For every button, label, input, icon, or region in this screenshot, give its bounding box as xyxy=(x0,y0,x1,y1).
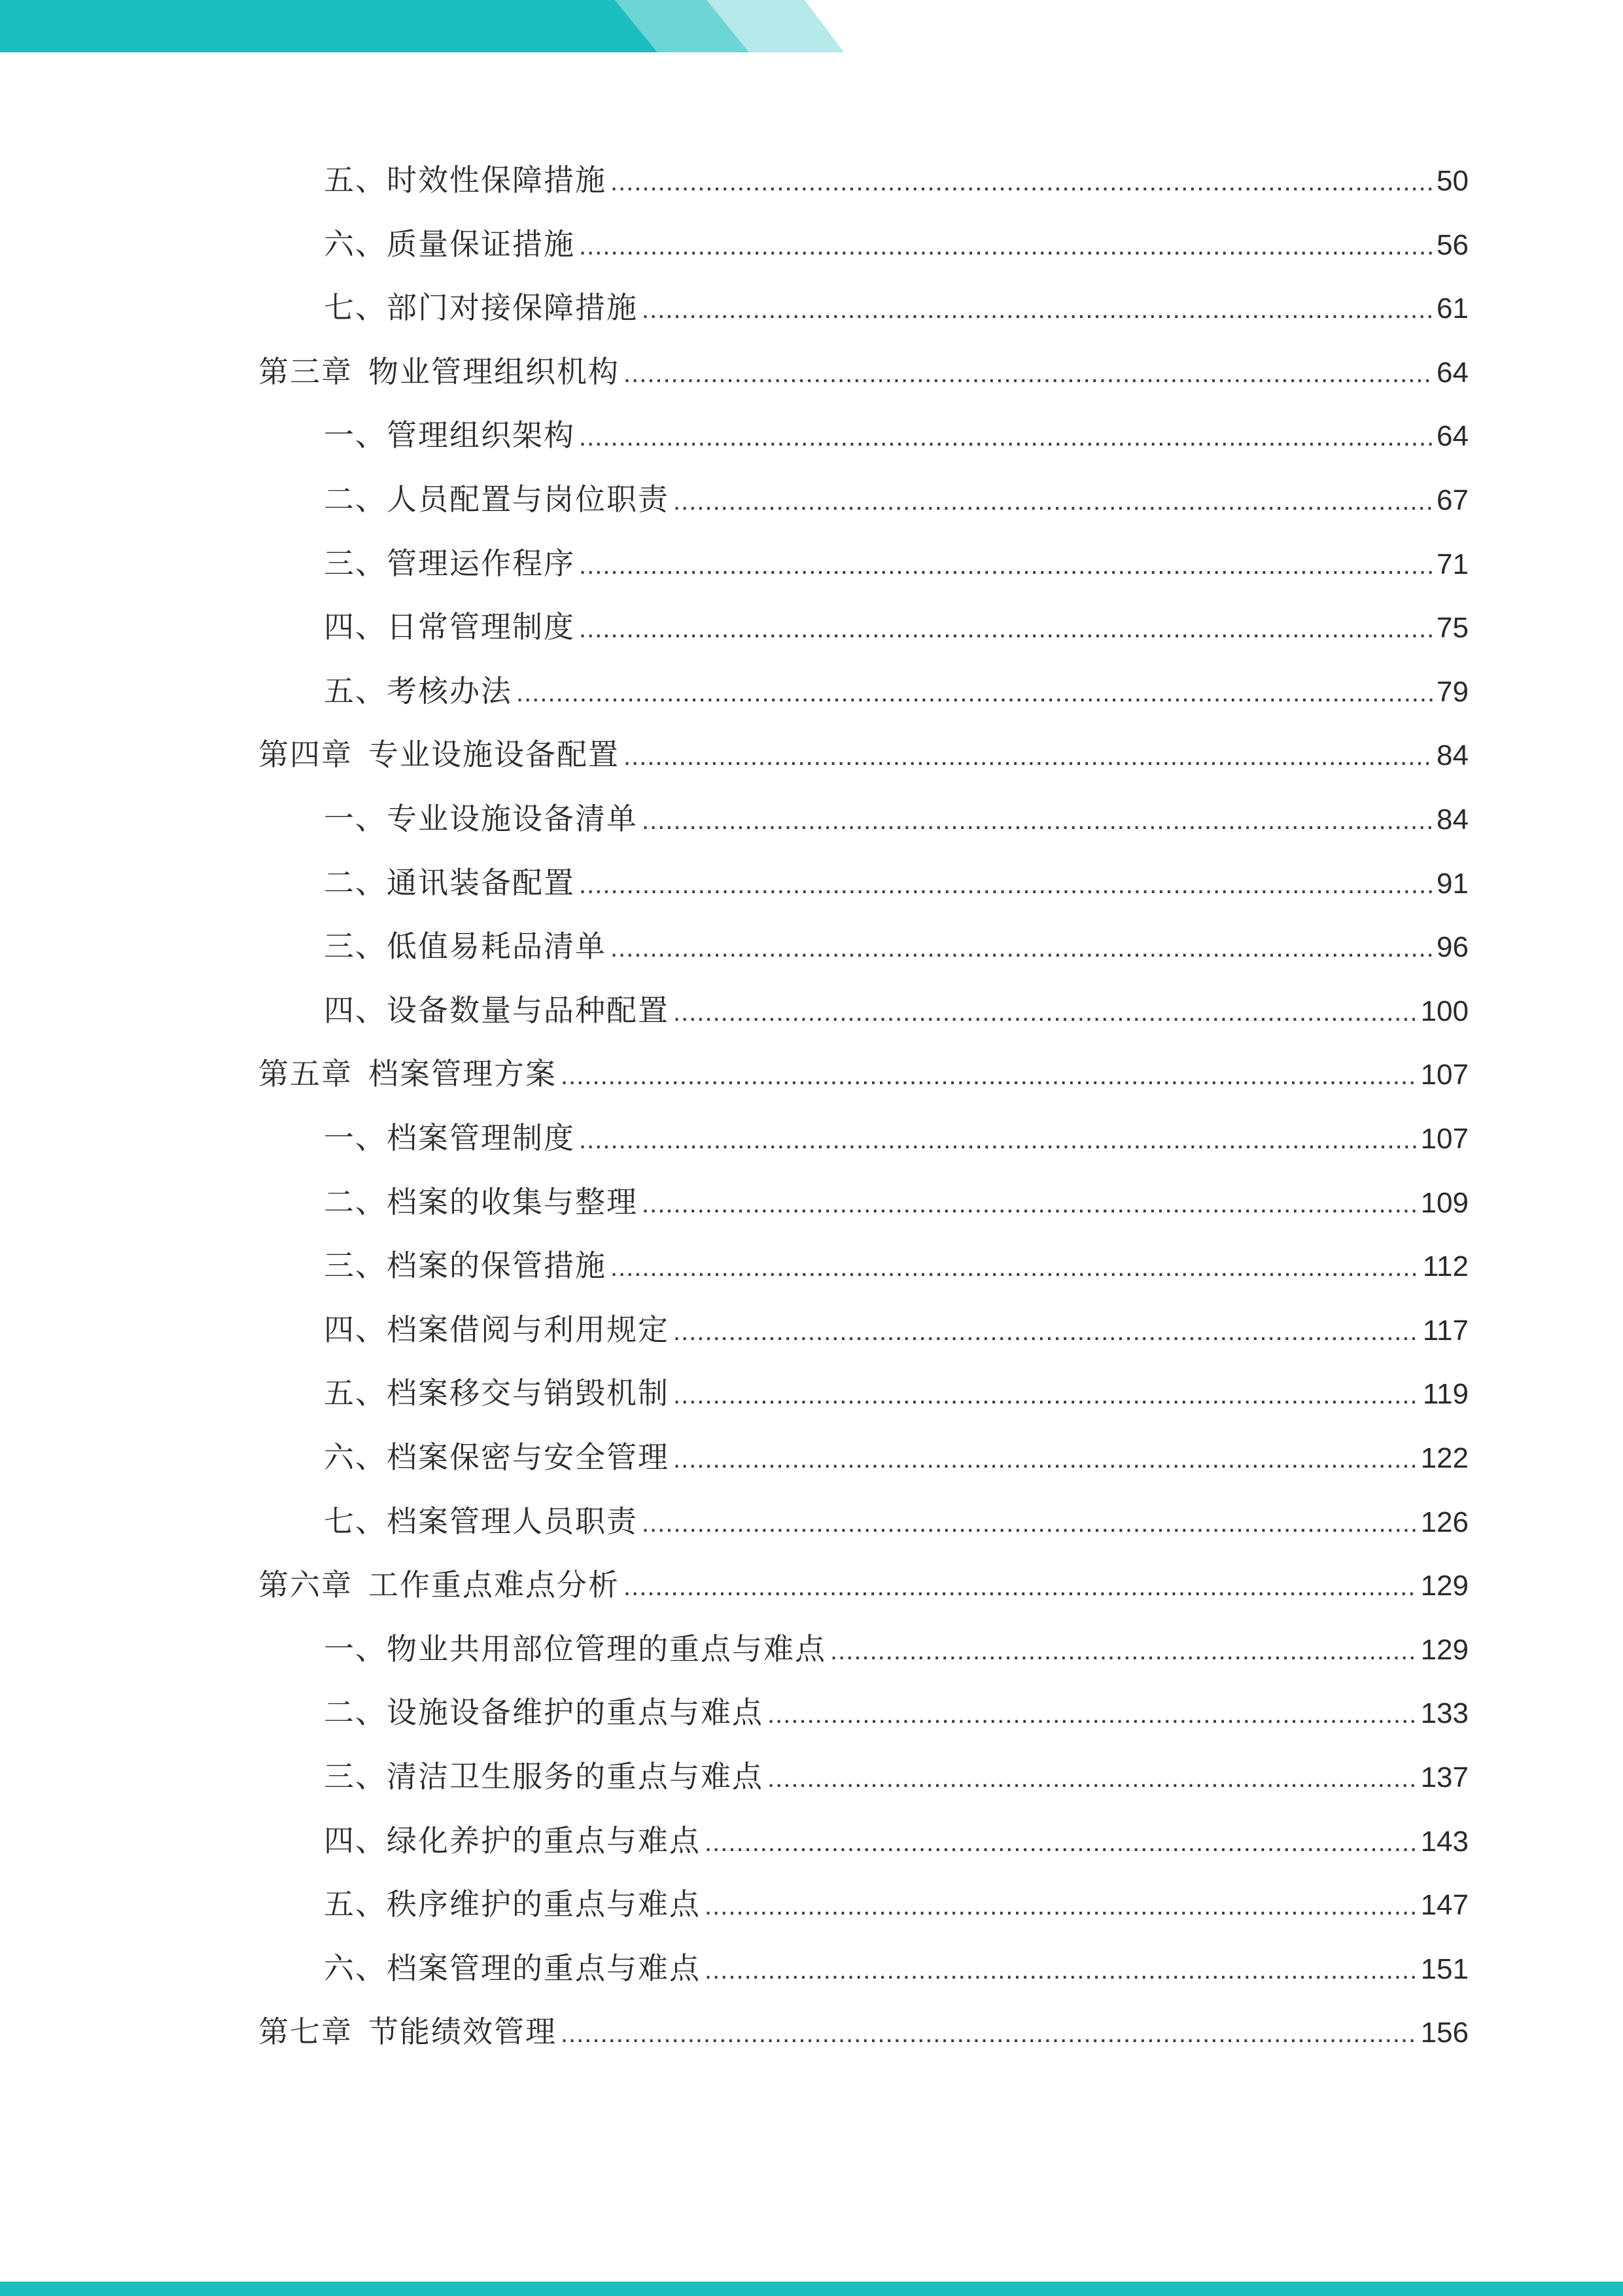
toc-page-number: 64 xyxy=(1437,420,1469,452)
toc-chapter-entry[interactable] xyxy=(258,732,1469,777)
toc-entry-title xyxy=(324,668,512,714)
toc-entry-text: 四、日常管理制度 xyxy=(324,609,575,645)
toc-page-number: 151 xyxy=(1420,1953,1469,1985)
toc-entry-text: 二、档案的收集与整理 xyxy=(324,1184,638,1220)
toc-page-number: 100 xyxy=(1420,995,1469,1027)
toc-entry-title xyxy=(324,987,669,1033)
toc-dot-leader xyxy=(673,989,1418,1035)
toc-section-entry[interactable] xyxy=(324,1243,1469,1288)
header-decoration-banner xyxy=(0,0,850,52)
toc-dot-leader xyxy=(610,1245,1420,1290)
toc-entry-text: 二、设施设备维护的重点与难点 xyxy=(324,1695,763,1730)
toc-chapter-entry[interactable] xyxy=(258,349,1469,395)
toc-entry-text: 节能绩效管理 xyxy=(368,2014,557,2049)
toc-dot-leader xyxy=(579,414,1434,460)
toc-section-entry[interactable] xyxy=(324,923,1469,969)
toc-section-entry[interactable] xyxy=(324,860,1469,906)
toc-entry-text: 七、部门对接保障措施 xyxy=(324,290,638,325)
toc-section-entry[interactable] xyxy=(324,1689,1469,1735)
toc-dot-leader xyxy=(767,1691,1418,1737)
toc-page-number: 91 xyxy=(1437,868,1469,900)
toc-dot-leader xyxy=(642,287,1434,332)
toc-dot-leader xyxy=(642,798,1434,843)
toc-entry-text: 一、物业共用部位管理的重点与难点 xyxy=(324,1631,826,1667)
toc-entry-text: 一、管理组织架构 xyxy=(324,417,575,453)
toc-chapter-entry[interactable] xyxy=(258,1562,1469,1608)
footer-decoration-bar xyxy=(0,2282,1623,2296)
toc-section-entry[interactable] xyxy=(324,1498,1469,1544)
toc-entry-title xyxy=(324,1754,763,1799)
toc-entry-text: 三、档案的保管措施 xyxy=(324,1248,606,1283)
toc-chapter-number: 第四章 xyxy=(258,737,353,772)
toc-page-number: 67 xyxy=(1437,484,1469,516)
toc-entry-title xyxy=(324,1626,826,1672)
toc-section-entry[interactable] xyxy=(324,1434,1469,1480)
toc-page-number: 84 xyxy=(1437,739,1469,771)
toc-dot-leader xyxy=(705,1820,1418,1865)
toc-entry-title xyxy=(324,1818,701,1863)
toc-dot-leader xyxy=(579,223,1434,269)
toc-page-number: 61 xyxy=(1437,292,1469,325)
toc-entry-text: 四、档案借阅与利用规定 xyxy=(324,1312,669,1347)
toc-page-number: 129 xyxy=(1420,1634,1469,1666)
toc-entry-title xyxy=(258,349,620,395)
toc-section-entry[interactable] xyxy=(324,285,1469,330)
toc-section-entry[interactable] xyxy=(324,987,1469,1033)
toc-entry-title xyxy=(324,1370,669,1416)
toc-section-entry[interactable] xyxy=(324,604,1469,650)
toc-page-number: 107 xyxy=(1420,1123,1469,1155)
toc-dot-leader xyxy=(516,670,1434,716)
toc-section-entry[interactable] xyxy=(324,476,1469,522)
toc-page-number: 64 xyxy=(1437,357,1469,389)
toc-dot-leader xyxy=(579,606,1434,652)
toc-entry-title xyxy=(324,1243,606,1288)
toc-page-number: 133 xyxy=(1420,1697,1469,1729)
toc-page-number: 71 xyxy=(1437,548,1469,580)
toc-entry-title xyxy=(324,1115,575,1161)
toc-entry-title xyxy=(324,285,638,330)
toc-entry-text: 五、时效性保障措施 xyxy=(324,162,606,198)
toc-section-entry[interactable] xyxy=(324,412,1469,458)
toc-entry-title xyxy=(324,1434,669,1480)
toc-entry-title xyxy=(324,796,638,841)
toc-entry-title xyxy=(324,412,575,458)
toc-page-number: 75 xyxy=(1437,612,1469,644)
toc-page-number: 126 xyxy=(1420,1506,1469,1538)
toc-chapter-entry[interactable] xyxy=(258,1051,1469,1097)
toc-entry-title xyxy=(324,1307,669,1352)
toc-entry-title xyxy=(324,1498,638,1544)
toc-entry-title xyxy=(324,1689,763,1735)
toc-entry-title xyxy=(324,1881,701,1927)
toc-entry-title xyxy=(324,1945,701,1991)
toc-dot-leader xyxy=(579,862,1434,908)
toc-entry-text: 五、秩序维护的重点与难点 xyxy=(324,1886,701,1922)
toc-entry-text: 三、低值易耗品清单 xyxy=(324,928,606,964)
toc-chapter-number: 第六章 xyxy=(258,1567,353,1602)
toc-section-entry[interactable] xyxy=(324,1115,1469,1161)
toc-entry-title xyxy=(324,221,575,267)
toc-dot-leader xyxy=(642,1181,1418,1227)
toc-section-entry[interactable] xyxy=(324,668,1469,714)
toc-entry-text: 六、档案保密与安全管理 xyxy=(324,1439,669,1475)
toc-page-number: 137 xyxy=(1420,1761,1469,1793)
toc-dot-leader xyxy=(642,1500,1418,1546)
toc-section-entry[interactable] xyxy=(324,540,1469,586)
toc-page-number: 143 xyxy=(1420,1826,1469,1858)
toc-dot-leader xyxy=(623,351,1434,397)
toc-page-number: 119 xyxy=(1422,1378,1469,1410)
toc-dot-leader xyxy=(673,1309,1420,1354)
toc-dot-leader xyxy=(579,542,1434,588)
toc-section-entry[interactable] xyxy=(324,1307,1469,1352)
toc-entry-title xyxy=(258,732,620,777)
toc-entry-text: 五、档案移交与销毁机制 xyxy=(324,1375,669,1411)
toc-dot-leader xyxy=(673,1436,1418,1482)
toc-page-number: 117 xyxy=(1422,1315,1469,1347)
toc-entry-text: 专业设施设备配置 xyxy=(368,737,620,772)
toc-entry-text: 三、清洁卫生服务的重点与难点 xyxy=(324,1759,763,1794)
toc-entry-title xyxy=(324,476,669,522)
toc-dot-leader xyxy=(623,1564,1418,1610)
toc-chapter-entry[interactable] xyxy=(258,2009,1469,2055)
toc-entry-text: 一、专业设施设备清单 xyxy=(324,801,638,836)
toc-dot-leader xyxy=(767,1756,1418,1801)
toc-section-entry[interactable] xyxy=(324,1754,1469,1799)
toc-dot-leader xyxy=(673,478,1434,524)
toc-page-number: 56 xyxy=(1437,229,1469,261)
toc-page-number: 84 xyxy=(1437,804,1469,836)
toc-section-entry[interactable] xyxy=(324,796,1469,841)
toc-page-number: 147 xyxy=(1420,1889,1469,1921)
toc-section-entry[interactable] xyxy=(324,1818,1469,1863)
toc-page-number: 96 xyxy=(1437,931,1469,963)
toc-entry-text: 四、绿化养护的重点与难点 xyxy=(324,1823,701,1858)
toc-chapter-number: 第五章 xyxy=(258,1056,353,1091)
toc-page-number: 109 xyxy=(1420,1187,1469,1219)
toc-dot-leader xyxy=(610,159,1434,205)
toc-entry-text: 六、档案管理的重点与难点 xyxy=(324,1951,701,1986)
toc-dot-leader xyxy=(623,733,1434,779)
toc-entry-title xyxy=(258,1562,620,1608)
toc-page-number: 79 xyxy=(1437,676,1469,708)
toc-entry-title xyxy=(258,2009,557,2055)
toc-entry-title xyxy=(324,1179,638,1225)
toc-page-number: 107 xyxy=(1420,1059,1469,1091)
toc-page-number: 50 xyxy=(1437,165,1469,197)
toc-entry-title xyxy=(324,923,606,969)
toc-section-entry[interactable] xyxy=(324,1945,1469,1991)
toc-entry-title xyxy=(324,157,606,203)
toc-entry-text: 三、管理运作程序 xyxy=(324,546,575,581)
toc-page-number: 112 xyxy=(1422,1250,1469,1282)
toc-entry-title xyxy=(324,540,575,586)
toc-entry-text: 工作重点难点分析 xyxy=(368,1567,620,1602)
toc-section-entry[interactable] xyxy=(324,1626,1469,1672)
toc-section-entry[interactable] xyxy=(324,1881,1469,1927)
toc-entry-text: 五、考核办法 xyxy=(324,673,512,709)
toc-section-entry[interactable] xyxy=(324,221,1469,267)
toc-page-number: 156 xyxy=(1420,2017,1469,2049)
toc-chapter-number: 第三章 xyxy=(258,354,353,389)
toc-section-entry[interactable] xyxy=(324,157,1469,203)
toc-entry-title xyxy=(324,860,575,906)
toc-entry-title xyxy=(258,1051,557,1097)
toc-entry-text: 七、档案管理人员职责 xyxy=(324,1504,638,1539)
toc-dot-leader xyxy=(705,1947,1418,1993)
toc-entry-text: 四、设备数量与品种配置 xyxy=(324,993,669,1028)
toc-dot-leader xyxy=(610,925,1434,971)
toc-section-entry[interactable] xyxy=(324,1370,1469,1416)
toc-entry-text: 二、通讯装备配置 xyxy=(324,865,575,900)
toc-entry-text: 一、档案管理制度 xyxy=(324,1120,575,1156)
toc-page-number: 122 xyxy=(1420,1442,1469,1474)
toc-entry-text: 档案管理方案 xyxy=(368,1056,557,1091)
toc-section-entry[interactable] xyxy=(324,1179,1469,1225)
toc-dot-leader xyxy=(673,1372,1420,1418)
toc-page-number: 129 xyxy=(1420,1570,1469,1602)
toc-dot-leader xyxy=(830,1628,1418,1674)
banner-main-band xyxy=(0,0,657,52)
toc-dot-leader xyxy=(705,1883,1418,1929)
toc-entry-title xyxy=(324,604,575,650)
toc-entry-text: 物业管理组织机构 xyxy=(368,354,620,389)
toc-entry-text: 六、质量保证措施 xyxy=(324,226,575,262)
toc-dot-leader xyxy=(561,2011,1418,2057)
toc-dot-leader xyxy=(561,1053,1418,1099)
toc-entry-text: 二、人员配置与岗位职责 xyxy=(324,482,669,517)
toc-dot-leader xyxy=(579,1117,1418,1163)
toc-chapter-number: 第七章 xyxy=(258,2014,353,2049)
